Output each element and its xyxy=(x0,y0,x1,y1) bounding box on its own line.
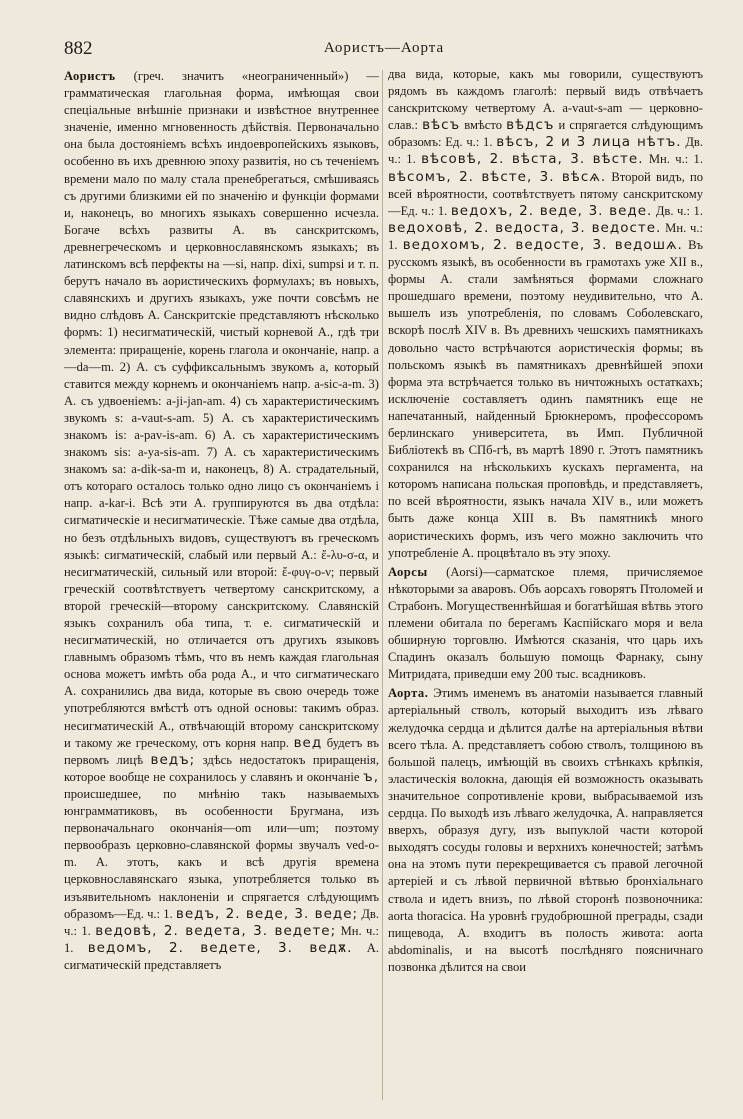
page-header xyxy=(64,38,704,60)
entry-text: Въ русскомъ языкѣ, въ особенности въ грамотахъ уже XII в., формы А. стали замѣняться формами сложнаго прошедшаго времени, поэтому неудивительно, что А. вышелъ изъ употребленія, по словамъ Соболевскаго, вскорѣ послѣ XIV в. Въ древнихъ чешскихъ памятникахъ довольно часто встрѣчаются аористическія формы; въ польскомъ языкѣ въ памятникахъ древнѣйшей эпохи форма эта встрѣчается только въ ничтожныхъ остаткахъ; исключеніе составляетъ одинъ памятникъ еще не напечатанный, найденный Брюкнеромъ, профессоромъ берлинскаго университета, въ Имп. Публичной Библіотекѣ въ СПб-гѣ, въ мартѣ 1890 г. Этотъ памятникъ сохранился на нѣсколькихъ кускахъ пергамента, на которомъ написана польская проповѣдь, и представляетъ, по всей вѣроятности, языкъ начала XIV в., или можетъ быть даже конца XIII в. Въ памятникѣ много аористическихъ формъ, изъ чего можно заключить что употребленіе А. процвѣтало въ эту эпоху. xyxy=(388,237,703,560)
entry-text: здѣсь недостатокъ приращенія, которое вообще не сохранилось у славянъ и окончаніе xyxy=(64,752,379,784)
slavonic-text: ъ, xyxy=(363,768,379,785)
right-column xyxy=(388,66,703,1111)
running-title: Аористъ—Аорта xyxy=(323,40,445,56)
entry-aorta xyxy=(388,685,703,976)
entry-text: происшедшее, по мнѣнію такъ называемыхъ юнграмматиковъ, въ особенности Бругмана, изъ первоначальнаго окончанія—om или—um; поэтому первообразъ церковно-славянской формы звучалъ ved-o-m. А. этотъ, какъ и всѣ другія времена церковнославянскаго языка, употребляется только въ изъявительномъ наклоненіи и спрягается слѣдующимъ образомъ—Ед. ч.: 1. xyxy=(64,786,379,921)
slavonic-paradigm: ведохомъ, 2. ведосте, 3. ведошѧ. xyxy=(402,236,683,253)
slavonic-paradigm: ведъ, 2. веде, 3. веде; xyxy=(175,905,359,922)
entry-text: (греч. значитъ «неограниченный») — грамматическая глагольная форма, имѣющая свои спеціальные внѣшніе признаки и извѣстное внутреннее значеніе, именно мгновенность дѣйствія. Первоначально она была достояніемъ всѣхъ индоевропейскихъ языковъ, особенно въ ихъ древнюю эпоху развитія, но съ теченіемъ времени мало по малу стала пренебрегаться, смѣшиваясь съ другими близкими ей по значенію и функціи формами и, наконецъ, во многихъ языкахъ совершенно исчезла. Богаче всѣхъ развиты А. въ санскритскомъ, древнегреческомъ и церковнославянскомъ языкахъ; въ латинскомъ всѣ перфекты на —si, напр. dixi, sumpsi и т. п. берутъ начало въ аористическихъ формулахъ; въ новыхъ, славянскихъ и другихъ языкахъ, уже почти совсѣмъ не видно слѣдовъ А. Санскритскіе представляютъ нѣсколько формъ: 1) несигматическій, чистый корневой А., гдѣ три элемента: приращеніе, корень глагола и окончаніе, напр. a—da—m. 2) А. съ суффиксальнымъ звукомъ a, который ставится между корнемъ и окончаніемъ напр. a-sic-a-m. 3) А. съ удвоеніемъ: a-ji-jan-am. 4) съ характеристическимъ звукомъ s: a-vaut-s-am. 5) А. съ характеристическимъ знакомъ is: a-pav-is-am. 6) А. съ характеристическимъ знакомъ sis: a-ya-sis-am. 7) А. съ характеристическимъ знакомъ sa: a-dik-sa-m и, наконецъ, 8) А. страдательный, отъ котораго осталось только одно лицо съ окончаніемъ i напр. a-kar-i. Всѣ эти А. группируются въ два отдѣла: сигматическіе и несигматическіе. Тѣже самые два отдѣла, но безъ отдѣльныхъ видовъ, существуютъ въ греческомъ языкѣ: сигматическій, слабый или первый А.: ἔ-λυ-σ-α, и несигматическій, сильный или второй: ἔ-φυγ-ο-ν; первый греческій соотвѣтствуетъ четвертому санскритскому, а второй греческій—второму санскритскому. Славянскій языкъ сохранилъ оба типа, т. е. сигматическій и несигматическій, но отличается отъ другихъ языковъ главнымъ образомъ тѣмъ, что въ немъ каждая глагольная основа можетъ имѣть оба рода А., и что сигматическаго А. сохранились два вида, которые въ свою очередь тоже употребляются вмѣстѣ отъ одной основы: такимъ образ. несигматическій А., отвѣчающій второму санскритскому и такому же греческому, отъ корня напр. xyxy=(64,69,379,750)
page-number: 882 xyxy=(64,38,93,59)
slavonic-text: вѣсъ xyxy=(422,117,461,134)
entry-aorist xyxy=(64,68,379,974)
number-label: Мн. ч.: 1. xyxy=(388,220,703,252)
slavonic-paradigm: ведовѣ, 2. ведета, 3. ведете; xyxy=(95,922,337,939)
slavonic-text: вѣдсъ xyxy=(506,117,555,134)
left-column xyxy=(64,66,379,1111)
slavonic-text: ведъ; xyxy=(150,751,196,768)
slavonic-paradigm: ведохъ, 2. веде, 3. веде. xyxy=(450,202,653,219)
slavonic-paradigm: ведоховѣ, 2. ведоста, 3. ведосте. xyxy=(388,219,662,236)
column-divider xyxy=(382,70,383,1100)
entry-aorist-continued xyxy=(388,66,703,562)
number-label: Дв. ч.: 1. xyxy=(64,906,379,938)
entry-text: и спрягается слѣдующимъ образомъ: Ед. ч.: 1. xyxy=(388,118,703,150)
slavonic-paradigm: вѣсомъ, 2. вѣсте, 3. вѣсѧ. xyxy=(388,168,607,185)
entry-text: (Aorsi)—сарматское племя, причисляемое нѣкоторыми за аваровъ. Объ аорсахъ говорятъ Птоломей и Страбонъ. Могущественнѣйшая и богатѣйшая вѣтвь этого племени обитала по берегамъ Каспійскаго моря и вела обширную торговлю. Имѣются сказанія, что царь ихъ Спадинъ оказалъ большую помощь Фарнаку, сыну Митридата, приведши ему 200 тыс. всадниковъ. xyxy=(388,564,703,682)
entry-text: Этимъ именемъ въ анатоміи называется главный артеріальный стволъ, который выходитъ изъ лѣваго желудочка сердца и дѣлится далѣе на артеріальныя вѣтви всего тѣла. А. представляетъ собою стволъ, толщиною въ большой палецъ, имѣющій въ своихъ стѣнкахъ крѣпкія, эластическія волокна, дающія ей возможность оказывать значительное сопротивленіе крови, выбрасываемой изъ сердца. По выходѣ изъ лѣваго желудочка, А. направляется вверхъ, образуя дугу, изъ выпуклой части которой выходятъ сосуды головы и верхнихъ конечностей; затѣмъ она на этомъ пути перекрещивается съ правой легочной артеріей и съ лѣвой первичной вѣтвью бронхіальнаго ствола и идетъ внизъ, по лѣвой сторонѣ позвоночника: aorta thoracica. На уровнѣ грудобрюшной преграды, сзади пищевода, А. входитъ въ полость живота: aorta abdominalis, и на высотѣ послѣдняго поясничнаго позвонка дѣлится на свои xyxy=(388,686,703,974)
headword-aorsy: Аорсы xyxy=(388,564,428,579)
entry-text: вмѣсто xyxy=(464,118,503,133)
entry-aorsy xyxy=(388,564,703,684)
headword-aorta: Аорта. xyxy=(388,686,429,701)
slavonic-paradigm: вѣсъ, 2 и 3 лица нѣтъ. xyxy=(496,134,682,151)
entry-text: Второй видъ, по всей вѣроятности, соотвѣтствуетъ пятому санскритскому—Ед. ч.: 1. xyxy=(388,169,703,218)
entry-text: будетъ въ первомъ лицѣ xyxy=(64,735,379,767)
entry-text: А. сигматическій представляетъ xyxy=(64,940,379,972)
headword-aorist: Аористъ xyxy=(64,69,116,83)
slavonic-paradigm: ведомъ, 2. ведете, 3. ведѫ. xyxy=(87,939,353,956)
number-label: Мн. ч.: 1. xyxy=(64,923,379,955)
number-label: Дв. ч.: 1. xyxy=(388,135,703,167)
number-label: Мн. ч.: 1. xyxy=(648,152,703,167)
number-label: Дв. ч.: 1. xyxy=(655,203,703,218)
entry-text: два вида, которые, какъ мы говорили, существуютъ рядомъ въ каждомъ глаголѣ: первый видъ отвѣчаетъ санскритскому четвертому А. a-vaut-s-am — церковно-слав.: xyxy=(388,67,703,133)
slavonic-text: вед xyxy=(293,734,323,751)
slavonic-paradigm: вѣсовѣ, 2. вѣста, 3. вѣсте. xyxy=(421,151,644,168)
